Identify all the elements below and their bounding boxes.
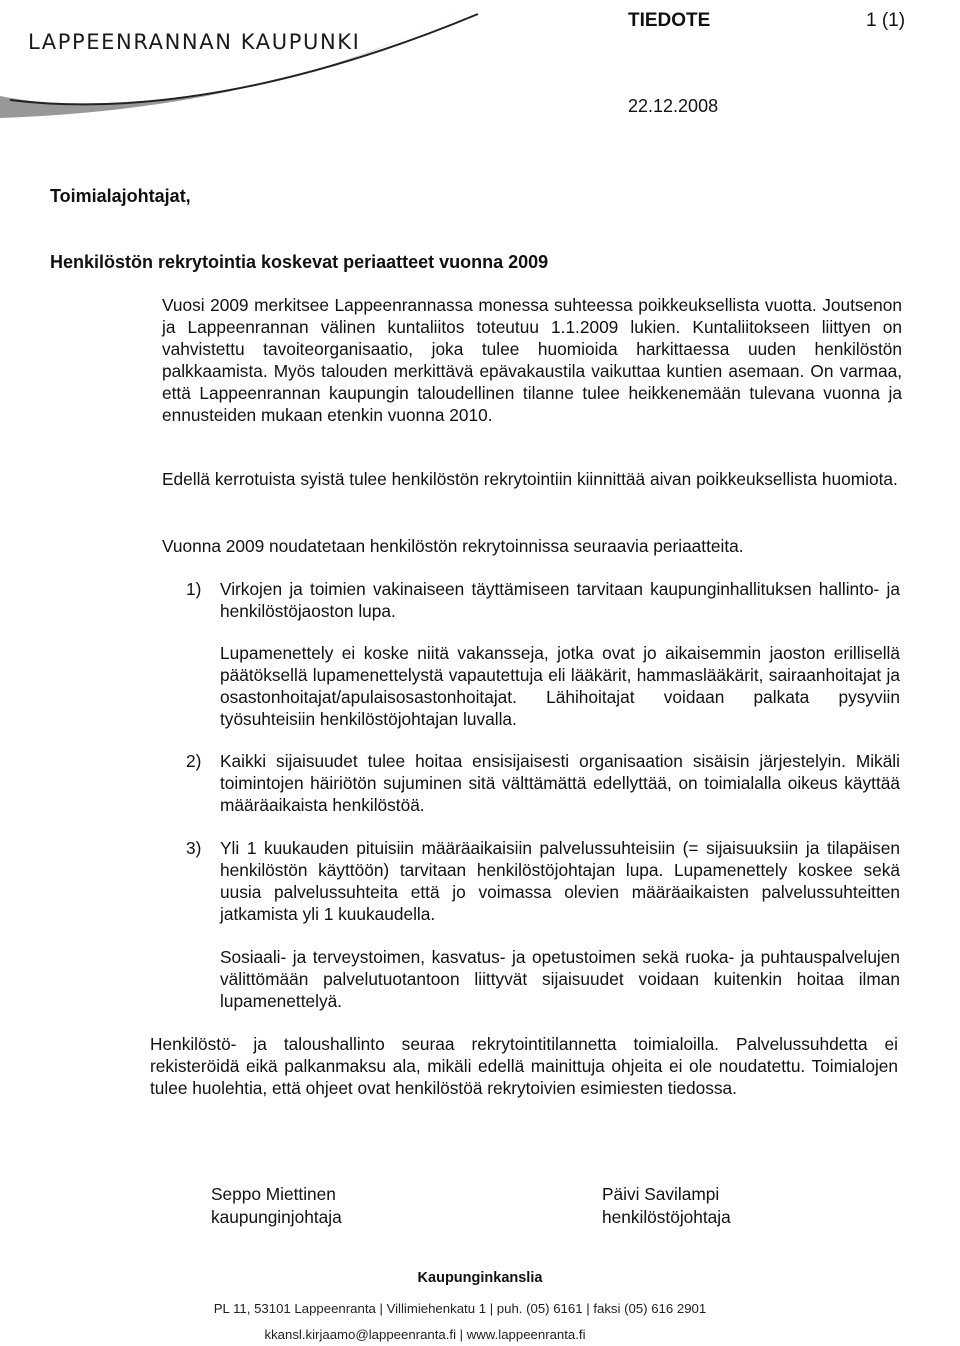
list-item-number: 3) [186, 838, 202, 858]
signature-name: Päivi Savilampi [602, 1184, 720, 1204]
closing-paragraph: Henkilöstö- ja taloushallinto seuraa rekrytointitilannetta toimialoilla. Palvelussuhdetta ei rekisteröidä eikä palkanmaksu ala, mikäli edellä mainittuja ohjeita ei ole noudatettu. Toimialojen tulee huolehtia, että ohjeet ovat henkilöstöä rekrytoivien esimiesten tiedossa. [150, 1034, 898, 1098]
list-item-text: Virkojen ja toimien vakinaiseen täyttämiseen tarvitaan kaupunginhallituksen hallinto- ja henkilöstöjaoston lupa. [220, 579, 900, 621]
list-item-number: 2) [186, 751, 202, 771]
list-item-extra: Sosiaali- ja terveystoimen, kasvatus- ja opetustoimen sekä ruoka- ja puhtauspalvelujen välittömään palvelutuotantoon liittyvät sijaisuudet voidaan kuitenkin hoitaa ilman lupamenettelyä. [220, 947, 900, 1011]
organization-name: LAPPEENRANNAN KAUPUNKI [28, 30, 361, 54]
page-number: 1 (1) [866, 10, 906, 31]
recipient: Toimialajohtajat, [50, 186, 191, 206]
list-item-text: Yli 1 kuukauden pituisiin määräaikaisiin palvelussuhteisiin (= sijaisuuksiin ja tilapäisen henkilöstön käyttöön) tarvitaan henkilöstöjohtajan lupa. Lupamenettely koskee sekä uusia palvelussuhteita että jo voimassa olevien määräaikaisten palvelussuhteitten jatkamista yli 1 kuukaudella. [220, 838, 900, 924]
signature-title: kaupunginjohtaja [211, 1207, 342, 1227]
document-type: TIEDOTE [628, 10, 711, 31]
footer-contact: kkansl.kirjaamo@lappeenranta.fi | www.lappeenranta.fi [264, 1327, 586, 1342]
document-date: 22.12.2008 [628, 96, 719, 116]
signature-name: Seppo Miettinen [211, 1184, 336, 1204]
reason-paragraph: Edellä kerrotuista syistä tulee henkilöstön rekrytointiin kiinnittää aivan poikkeuksellista huomiota. [162, 469, 898, 489]
principles-intro: Vuonna 2009 noudatetaan henkilöstön rekrytoinnissa seuraavia periaatteita. [162, 536, 744, 556]
signature-title: henkilöstöjohtaja [602, 1207, 731, 1227]
footer-organization: Kaupunginkanslia [417, 1270, 543, 1286]
list-item-text: Kaikki sijaisuudet tulee hoitaa ensisijaisesti organisaation sisäisin järjestelyin. Mikäli toimintojen häiriötön sujuminen sitä välttämättä edellyttää, on toimialalla oikeus käyttää määräaikaista henkilöstöä. [220, 751, 900, 815]
footer-address: PL 11, 53101 Lappeenranta | Villimiehenkatu 1 | puh. (05) 6161 | faksi (05) 616 2901 [213, 1301, 707, 1316]
intro-paragraph: Vuosi 2009 merkitsee Lappeenrannassa monessa suhteessa poikkeuksellista vuotta. Joutsenon ja Lappeenrannan välinen kuntaliitos toteutuu 1.1.2009 lukien. Kuntaliitokseen liittyen on vahvistettu tavoiteorganisaatio, joka tulee huomioida harkittaessa uuden henkilöstön palkkaamista. Myös talouden merkittävä epävakaustila vaikuttaa kuntien asemaan. On varmaa, että Lappeenrannan kaupungin taloudellinen tilanne tulee heikkenemään tulevana vuonna ja ennusteiden mukaan etenkin vuonna 2010. [162, 295, 902, 425]
list-item-number: 1) [186, 579, 202, 599]
subject-heading: Henkilöstön rekrytointia koskevat periaatteet vuonna 2009 [50, 252, 549, 272]
logo-swoosh [0, 0, 500, 135]
list-item-extra: Lupamenettely ei koske niitä vakansseja, jotka ovat jo aikaisemmin jaoston erillisellä päätöksellä lupamenettelystä vapautettuja eli lääkärit, hammaslääkärit, sairaanhoitajat ja osastonhoitajat/apulaisosastonhoitajat. Lähihoitajat voidaan palkata pysyviin työsuhteisiin henkilöstöjohtajan luvalla. [220, 643, 900, 729]
